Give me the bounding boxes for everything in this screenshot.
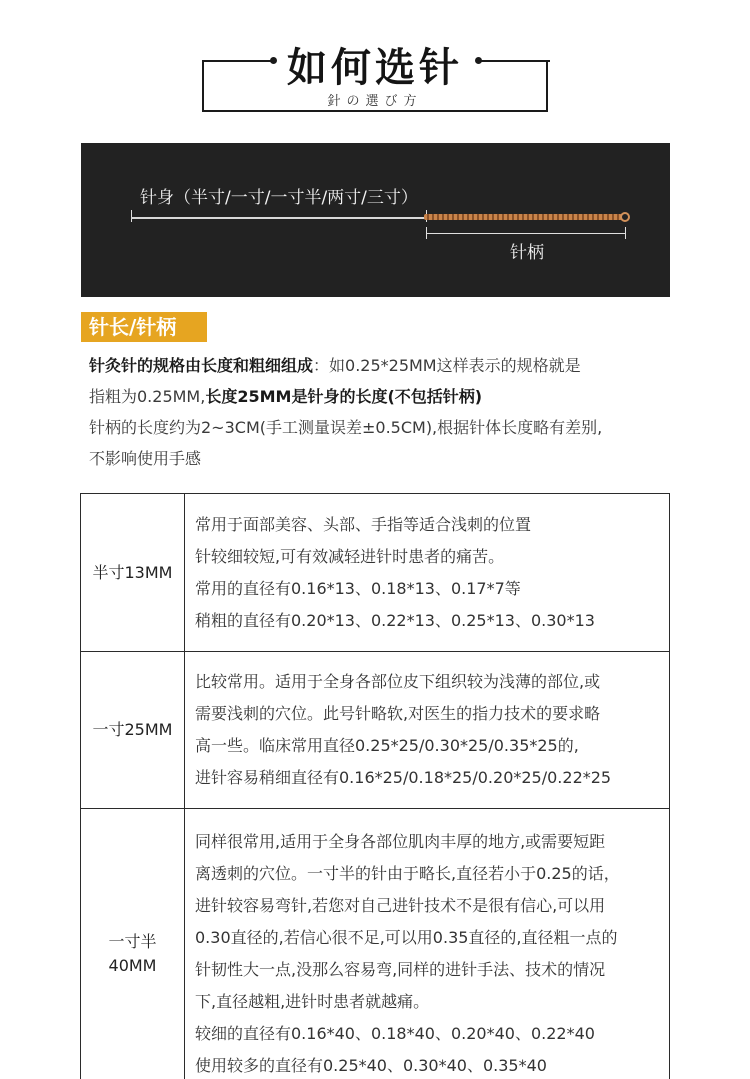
- desc-line: 常用的直径有0.16*13、0.18*13、0.17*7等: [195, 578, 521, 598]
- needle-handle: [424, 214, 622, 220]
- row-description: [185, 652, 670, 809]
- section-heading: 针长/针柄: [81, 312, 207, 342]
- desc-line: 进针较容易弯针,若您对自己进针技术不是很有信心,可以用: [195, 895, 606, 915]
- desc-line: 针较细较短,可有效减轻进针时患者的痛苦。: [195, 546, 505, 566]
- intro-text-2: 指粗为0.25MM,: [89, 387, 206, 406]
- desc-line: 较细的直径有0.16*40、0.18*40、0.20*40、0.22*40: [195, 1023, 595, 1043]
- intro-line-3: 针柄的长度约为2~3CM(手工测量误差±0.5CM),根据针体长度略有差别,: [89, 418, 603, 437]
- needle-spec-table: [80, 493, 670, 1079]
- needle-handle-bracket: [426, 233, 626, 234]
- needle-handle-label: 针柄: [510, 243, 544, 263]
- desc-line: 高一些。临床常用直径0.25*25/0.30*25/0.35*25的,: [195, 736, 579, 755]
- intro-bold-2: 长度25MM是针身的长度(不包括针柄): [205, 387, 483, 406]
- row-label: 半寸13MM: [81, 494, 185, 652]
- page-title: 如何选针: [287, 44, 463, 91]
- desc-line: 离透刺的穴位。一寸半的针由于略长,直径若小于0.25的话，: [195, 863, 620, 883]
- row-label: 一寸25MM: [81, 652, 185, 809]
- intro-line-2: [89, 381, 689, 412]
- desc-line: 稍粗的直径有0.20*13、0.22*13、0.25*13、0.30*13: [195, 610, 595, 630]
- desc-line: 0.30直径的,若信心很不足,可以用0.35直径的,直径粗一点的: [195, 927, 618, 947]
- table-row: [81, 652, 670, 809]
- needle-body: [131, 217, 427, 219]
- table-row: [81, 809, 670, 1079]
- intro-paragraph: [89, 350, 689, 474]
- row-description: [185, 809, 670, 1079]
- row-label: [81, 809, 185, 1079]
- table-row: [81, 494, 670, 652]
- desc-line: 下,直径越粗,进针时患者就越痛。: [195, 991, 430, 1011]
- intro-line-4: 不影响使用手感: [89, 449, 202, 468]
- needle-loop: [620, 212, 630, 222]
- desc-line: 使用较多的直径有0.25*40、0.30*40、0.35*40: [195, 1055, 547, 1075]
- desc-line: 比较常用。适用于全身各部位皮下组织较为浅薄的部位,或: [195, 672, 601, 691]
- desc-line: 同样很常用,适用于全身各部位肌肉丰厚的地方,或需要短距: [195, 831, 606, 851]
- intro-line-1: [89, 350, 689, 381]
- row-label-line-1: 一寸半: [108, 931, 157, 951]
- needle-body-bracket: [131, 210, 427, 211]
- row-description: [185, 494, 670, 652]
- intro-bold-1: 针灸针的规格由长度和粗细组成: [89, 356, 314, 375]
- row-label-line-2: 40MM: [108, 955, 157, 975]
- desc-line: 常用于面部美容、头部、手指等适合浅刺的位置: [195, 514, 532, 534]
- desc-line: 需要浅刺的穴位。此号针略软,对医生的指力技术的要求略: [195, 704, 601, 723]
- page-header: [0, 0, 750, 130]
- intro-text-1: ：如0.25*25MM这样表示的规格就是: [313, 356, 581, 375]
- page-subtitle: 針の選び方: [327, 94, 423, 109]
- desc-line: 进针容易稍细直径有0.16*25/0.18*25/0.20*25/0.22*25: [195, 768, 612, 787]
- needle-body-label: 针身（半寸/一寸/一寸半/两寸/三寸）: [140, 188, 418, 208]
- desc-line: 针韧性大一点,没那么容易弯,同样的进针手法、技术的情况: [195, 959, 606, 979]
- needle-photo: [81, 143, 670, 297]
